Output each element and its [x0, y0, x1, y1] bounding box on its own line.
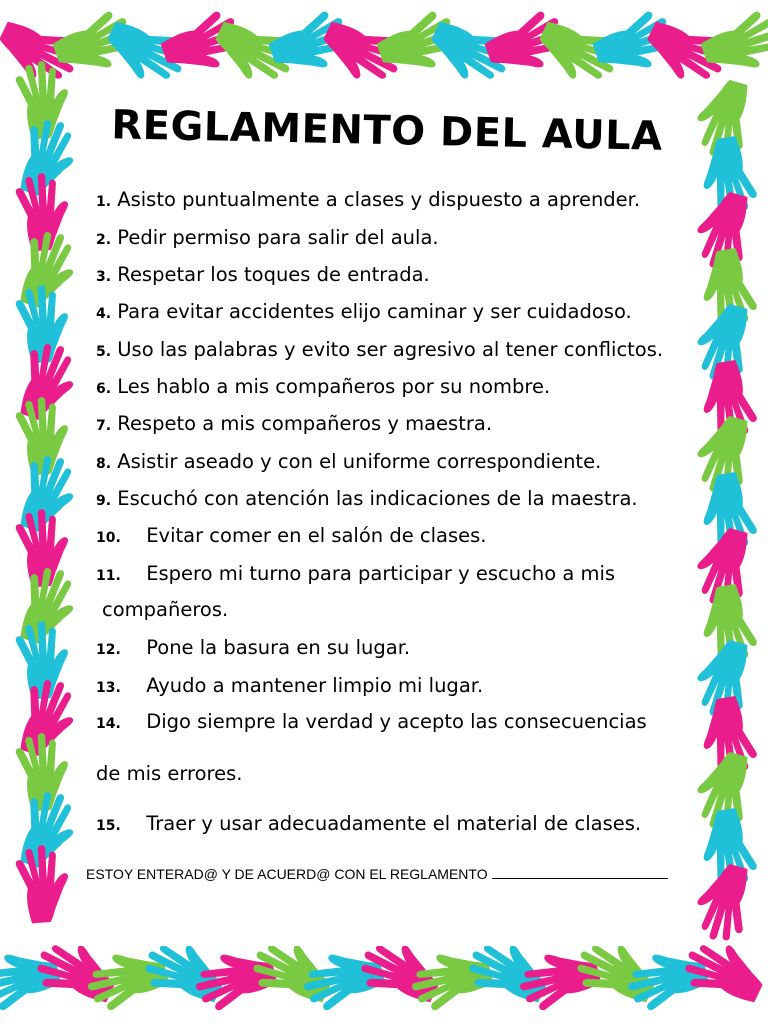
- rule-text: Uso las palabras y evito ser agresivo al tener conflictos.: [117, 338, 664, 361]
- rule-2: [96, 226, 439, 252]
- rule-7: [96, 412, 492, 438]
- rule-4: [96, 300, 632, 326]
- rule-11: [96, 562, 616, 621]
- rule-5: [96, 338, 663, 364]
- rule-number: 6.: [96, 381, 112, 397]
- rule-14: [96, 710, 647, 785]
- rule-number: 5.: [96, 344, 112, 360]
- rule-text: Les hablo a mis compañeros por su nombre.: [117, 375, 551, 398]
- hand-print: [691, 860, 753, 945]
- rule-text: Respetar los toques de entrada.: [117, 263, 430, 286]
- rule-10: [96, 524, 487, 550]
- rule-text: Escuchó con atención las indicaciones de la maestra.: [117, 487, 638, 510]
- hand-print: [405, 940, 497, 1015]
- hand-print: [14, 787, 82, 874]
- rule-text: Asistir aseado y con el uniforme correspondiente.: [117, 450, 602, 473]
- rules-sheet: [78, 86, 696, 946]
- rule-text: Asisto puntualmente a clases y dispuesto a aprender.: [117, 188, 641, 211]
- rule-number: 7.: [96, 418, 112, 434]
- rule-text: Respeto a mis compañeros y maestra.: [117, 412, 493, 435]
- rule-text: Digo siempre la verdad y acepto las consecuencias: [146, 710, 647, 733]
- rule-number: 3.: [96, 269, 112, 285]
- page-title: REGLAMENTO DEL AULA: [110, 102, 664, 160]
- rule-8: [96, 450, 601, 476]
- rule-text: Evitar comer en el salón de clases.: [146, 524, 487, 547]
- hand-print: [621, 940, 713, 1015]
- agreement-statement: [86, 866, 668, 882]
- rule-number: 8.: [96, 456, 112, 472]
- rule-text: Pone la basura en su lugar.: [146, 636, 411, 659]
- rule-number: 15.: [96, 818, 121, 834]
- rule-number: 9.: [96, 493, 112, 509]
- rule-12: [96, 636, 410, 662]
- hand-print: [14, 563, 82, 650]
- rule-text: Para evitar accidentes elijo caminar y ser cuidadoso.: [117, 300, 632, 323]
- rule-number: 10.: [96, 530, 121, 546]
- hand-print: [14, 227, 82, 314]
- rule-number: 12.: [96, 642, 121, 658]
- rule-continuation: compañeros.: [102, 598, 229, 621]
- hand-print: [14, 675, 82, 762]
- rule-number: 1.: [96, 194, 112, 210]
- rule-text: Traer y usar adecuadamente el material de clases.: [146, 812, 642, 835]
- rule-6: [96, 375, 550, 401]
- rule-text: Ayudo a mantener limpio mi lugar.: [146, 674, 484, 697]
- rule-3: [96, 263, 430, 289]
- rule-number: 4.: [96, 306, 112, 322]
- hand-print: [81, 940, 173, 1015]
- hand-print: [189, 940, 281, 1015]
- rule-number: 11.: [96, 568, 121, 584]
- rule-number: 13.: [96, 680, 121, 696]
- hand-print: [14, 115, 82, 202]
- rule-continuation: de mis errores.: [96, 762, 243, 785]
- hand-print: [14, 339, 82, 426]
- rule-15: [96, 812, 641, 838]
- rule-13: [96, 674, 483, 700]
- rule-text: Pedir permiso para salir del aula.: [117, 226, 439, 249]
- rule-9: [96, 487, 638, 513]
- hand-print: [14, 451, 82, 538]
- rule-number: 2.: [96, 232, 112, 248]
- signature-line: [492, 866, 668, 879]
- rule-number: 14.: [96, 716, 121, 732]
- rule-text: Espero mi turno para participar y escucho a mis: [146, 562, 616, 585]
- agreement-text: ESTOY ENTERAD@ Y DE ACUERD@ CON EL REGLAMENTO: [86, 866, 488, 882]
- hand-print: [297, 940, 389, 1015]
- hand-print: [513, 940, 605, 1015]
- rule-1: [96, 188, 640, 214]
